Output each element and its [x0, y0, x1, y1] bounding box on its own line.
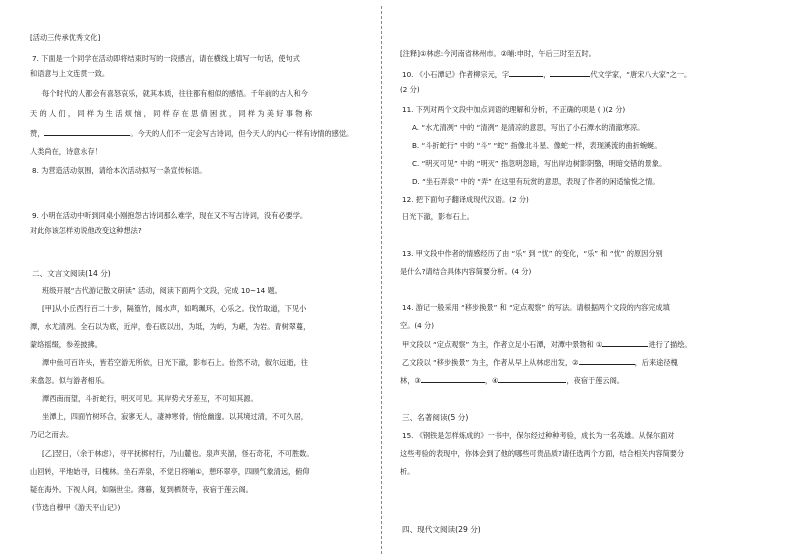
q10-blank-dynasty[interactable]: [550, 68, 590, 77]
q10-blank-style-name[interactable]: [509, 68, 543, 77]
q7-para1: 每个时代的人都会有喜怒哀乐，就其本质，往往都有相似的感悟。千年前的古人和今: [42, 89, 308, 98]
passage-a-line: 坐潭上，四面竹树环合，寂寥无人，凄神寒骨，悄怆幽邃。以其境过清，不可久居，: [42, 412, 308, 421]
q7-para3-start: 赞，: [30, 129, 45, 138]
q14-line4-end: ，后来途径槐: [634, 358, 678, 367]
section2-heading: 二、文言文阅读(14 分): [32, 269, 111, 278]
passage-b-line: [乙]翌日，（余于林虑），寻平抚梆村行，乃山麓也。泉声夹溜，怪石奇花，不可胜数。: [42, 449, 314, 458]
section4-heading: 四、现代文阅读(29 分): [402, 525, 481, 534]
q13-line2: 是什么?请结合具体内容简要分析。(4 分): [400, 267, 532, 276]
q11-option-b[interactable]: B. “斗折蛇行” 中的 “斗” “蛇” 指像北斗星、像蛇一样，表现溪流的曲折蜿蜒。: [412, 141, 662, 150]
q8-question: 8. 为营造活动氛围，请给本次活动拟写一条宣传标语。: [32, 166, 207, 175]
passage-a-line: [甲]从小丘西行百二十步，隔篁竹，闻水声，如鸣珮环，心乐之。伐竹取道，下见小: [42, 304, 307, 313]
passage-a-line: 潭，水尤清冽。全石以为底，近岸，卷石底以出，为坻，为屿，为嵁，为岩。青树翠蔓，: [30, 322, 311, 331]
q14-line5-start: 林，③: [400, 376, 421, 385]
q7-para3: [30, 127, 353, 139]
q14-line3-start: 甲文段以 “定点观察” 为主，作者立足小石潭，对潭中景物和 ①: [402, 340, 603, 349]
passage-b-line: 山回转，平地始寻，曰槐林。坐石弄泉，不觉日将晡①，憩环翠亭，四顾气象清远，俯仰: [30, 467, 310, 476]
q10-score: (2 分): [400, 85, 420, 94]
q14-line2: 空。(4 分): [400, 321, 435, 330]
q14-line4: [402, 356, 678, 368]
q10-part-a: 10. 《小石潭记》作者柳宗元，字: [402, 70, 510, 79]
column-divider: [381, 6, 382, 554]
q12-stem: 12. 把下面句子翻译成现代汉语。(2 分): [402, 195, 529, 204]
q7-para4: 人类尚在，诗意永存！: [30, 147, 102, 156]
q14-blank-1[interactable]: [602, 338, 648, 347]
q7-para2: 天 的 人 们 ， 同 样 为 生 活 烦 恼 ， 同 样 存 在 思 倩 困 扰 ， 同 样 为 美 好 事 物 称: [30, 109, 312, 118]
q14-blank-4[interactable]: [498, 374, 566, 383]
q14-blank-3[interactable]: [421, 374, 485, 383]
q14-line3-end: 进行了描绘。: [648, 340, 692, 349]
q15-line2: 这些考验的表现中，你体会到了他的哪些可贵品质?请任选两个方面，结合相关内容简要分: [400, 449, 685, 458]
q7-answer-blank[interactable]: [44, 127, 130, 136]
q11-option-d[interactable]: D. “坐石弄泉” 中的 “弄” 在这里有玩赏的意思，表现了作者的闲适愉悦之情。: [412, 177, 660, 186]
passage-source: (节选自穆甲《游天平山记》): [32, 503, 121, 512]
q9-line2: 对此你该怎样劝说他改变这种想法?: [30, 226, 142, 235]
passage-a-line: 乃记之而去。: [30, 430, 74, 439]
q11-option-a[interactable]: A. “水尤清冽” 中的 “清冽” 是清凉的意思，写出了小石潭水的清澈寒凉。: [412, 123, 645, 132]
q12-sentence: 日光下澈，影布石上。: [402, 212, 474, 221]
q9-line1: 9. 小明在活动中听到同桌小刚抱怨古诗词那么难学，现在又不写古诗词，没有必要学。: [32, 211, 308, 220]
q10-line: [402, 68, 691, 80]
q14-line5-mid: ，④: [484, 376, 499, 385]
q10-part-c: 代文学家，“唐宋八大家”之一。: [590, 70, 692, 79]
q13-line1: 13. 甲文段中作者的情感经历了由 “乐” 到 “忧” 的变化，“乐” 和 “忧” 的原因分别: [402, 249, 663, 258]
passage-a-line: 潭中鱼可百许头，皆若空游无所依，日光下澈，影布石上。佁然不动，俶尔远逝，往: [42, 358, 308, 367]
passage-b-line: 疑在海外。下视人间，如隔世尘。薄暮，复到栖贤寺，夜宿于莲云阁。: [30, 485, 253, 494]
q10-part-b: ，: [543, 70, 551, 79]
annotation-note: [注释]①林虑:今河南省林州市。②晡:申时，午后三时至五时。: [400, 49, 596, 58]
passage-a-line: 潭西南而望，斗折蛇行，明灭可见。其岸势犬牙差互，不可知其源。: [42, 394, 258, 403]
passage-a-line: 蒙络摇缀，参差披拂。: [30, 340, 102, 349]
q14-line3: [402, 338, 692, 350]
q14-line1: 14. 游记一般采用 “移步换景” 和 “定点观察” 的写法。请根据两个文段的内容完成填: [402, 303, 670, 312]
activity-title: [活动三传承优秀文化]: [30, 33, 101, 42]
q7-para3-end: 。今天的人们不一定会写古诗词，但今天人的内心一样有诗情的感觉。: [130, 129, 354, 138]
section3-heading: 三、名著阅读(5 分): [402, 413, 469, 422]
q15-line1: 15. 《钢铁是怎样炼成的》一书中，保尔经过种种考验，成长为一名英雄。从保尔面对: [402, 431, 675, 440]
q14-blank-2[interactable]: [579, 356, 635, 365]
q11-option-c[interactable]: C. “明灭可见” 中的 “明灭” 指忽明忽暗，写出岸边树影阴翳，明暗交错的景象。: [412, 159, 667, 168]
section2-intro: 班级开展“古代游记散文研读” 活动，阅读下面两个文段，完成 10~14 题。: [42, 286, 282, 295]
passage-a-line: 来翕忽。似与游者相乐。: [30, 376, 110, 385]
q7-line1: 7. 下面是一个同学在活动即将结束时写的一段感言，请在横线上填写一句话，使句式: [32, 54, 300, 63]
q15-line3: 析。: [400, 467, 415, 476]
q14-line5-end: ，夜宿于莲云阁。: [566, 376, 624, 385]
q14-line4-start: 乙文段以 “移步换景” 为主，作者从早上从林虑出发，②: [402, 358, 579, 367]
q7-line2: 和语意与上文连贯一致。: [30, 69, 110, 78]
q11-stem: 11. 下列对两个文段中加点词语的理解和分析，不正确的项是 ( )(2 分): [402, 105, 626, 114]
q14-line5: [400, 374, 624, 386]
